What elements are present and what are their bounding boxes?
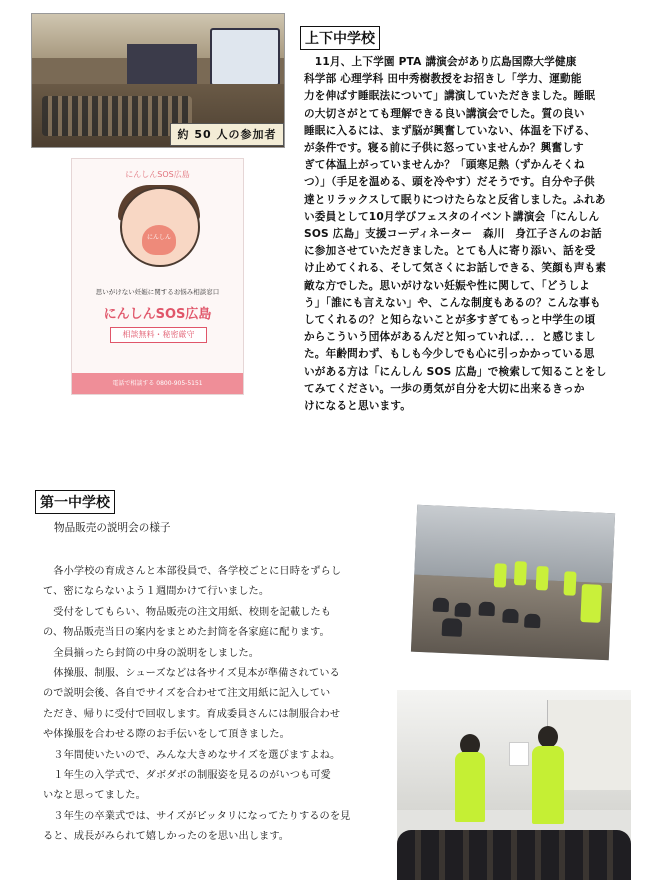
photo-caption: 約 50 人の参加者 [170,123,284,146]
article-line: け止めてくれる、そして気さくにお話しできる、笑顔も声も素 [304,262,607,275]
article-line: してくれるの？と知らないことが多すぎてもっと中学生の頃 [304,314,596,327]
article-line: ３年生の卒業式では、サイズがピッタリになってたりするのを見 [43,810,351,822]
article-line: い委員として10月学びフェスタのイベント講演会「にんしん [304,210,600,223]
article-line: 受付をしてもらい、物品販売の注文用紙、校則を記載したも [43,606,332,618]
article-line: １年生の入学式で、ダボダボの制服姿を見るのがいつも可愛 [43,770,331,782]
article-line: ３年間使いたいので、みんな大きめなサイズを選びますよね。 [43,749,341,761]
article-line: 達とリラックスして眠りにつけたらなと反省しました。ふれあ [304,193,606,206]
article-line: ぎて体温上がっていませんか？「頭寒足熱（ずかんそくね [304,159,585,172]
article-line: 力を伸ばす睡眠法について」講演していただきました。睡眠 [304,90,596,103]
staff-in-vest [532,746,564,824]
article-line: 各小学校の育成さんと本部役員で、各学校ごとに日時をずらし [43,566,342,577]
flyer-phone-bar: 電話で相談する 0800-905-5151 [72,373,243,394]
article-line: ると、成長がみられて嬉しかったのを思い出します。 [43,831,290,843]
article-line: 科学部 心理学科 田中秀樹教授をお招きし「学力、運動能 [304,73,582,86]
article-line: 全員揃ったら封筒の中身の説明をしました。 [43,647,260,659]
article-line: に参加させていただきました。とても人に寄り添い、話を受 [304,245,596,258]
article-line: 体操服、制服、シューズなどは各サイズ見本が準備されている [43,668,340,680]
article-line: の、物品販売当日の案内をまとめた封筒を各家庭に配ります。 [43,627,330,639]
article-line: 11月、上下学園 PTA 講演会があり広島国際大学健康 [304,56,577,68]
gym-meeting-photo [411,505,615,660]
article-line: つ）」（手足を温める、頭を冷やす）だそうです。自分や子供 [304,176,595,189]
article-jouge [304,54,624,415]
article-line: 敵な方でした。思いがけない妊娠や性に関して、「どうしよ [304,279,590,292]
article-line: の大切さがとても理解できる良い講演会でした。質の良い [304,107,585,120]
article-line: ので説明会後、各自でサイズを合わせて注文用紙に記入してい [43,688,331,700]
flyer-brand: にんしんSOS広島 [103,307,212,322]
article-line: た。年齢問わず、もしも今少しでも心に引っかかっている思 [304,348,595,361]
article-line: や体操服を合わせる際のお手伝いをして頂きました。 [43,729,290,741]
article-line: てみてください。一歩の勇気が自分を大切に出来るきっか [304,382,585,395]
article-line: SOS 広島」支援コーディネーター 森川 身江子さんのお話 [304,228,602,241]
flyer-subtitle: 思いがけない妊娠に関するお悩み相談窓口 [95,288,220,296]
article-line: て、密にならないよう１週間かけて行いました。 [43,586,270,598]
flyer-free-consult-box: 相談無料・秘密厳守 [110,327,207,343]
section-heading-jouge: 上下中学校 [300,26,380,50]
explanation-photo [397,690,631,880]
staff-in-vest [455,752,485,822]
article-line: けになると思います。 [304,400,412,413]
article-line: いがある方は「にんしん SOS 広島」で検索して知ることをし [304,365,607,378]
flyer-title: にんしんSOS広島 [125,170,190,179]
article-line: が条件です。寝る前に子供に怒っていませんか？興奮しす [304,142,584,155]
article-line: 睡眠に入るには、まず脳が興奮していない、体温を下げる、 [304,124,596,137]
projection-screen [210,28,280,86]
section-subheading: 物品販売の説明会の様子 [54,522,171,534]
seated-parents [397,830,631,880]
article-daiichi [43,562,383,848]
heart-label: にんしん [146,234,171,241]
section-heading-daiichi: 第一中学校 [35,490,115,514]
article-line: う」「誰にも言えない」や、こんな制度もあるの？こんな事も [304,296,601,309]
ninshin-sos-flyer [71,158,244,395]
article-line: ただき、帰りに受付で回収します。育成委員さんには制服合わせ [43,708,341,720]
article-line: いなと思ってました。 [43,790,146,802]
article-line: からこういう団体があるんだと知っていれば．．．と感じまし [304,331,596,344]
